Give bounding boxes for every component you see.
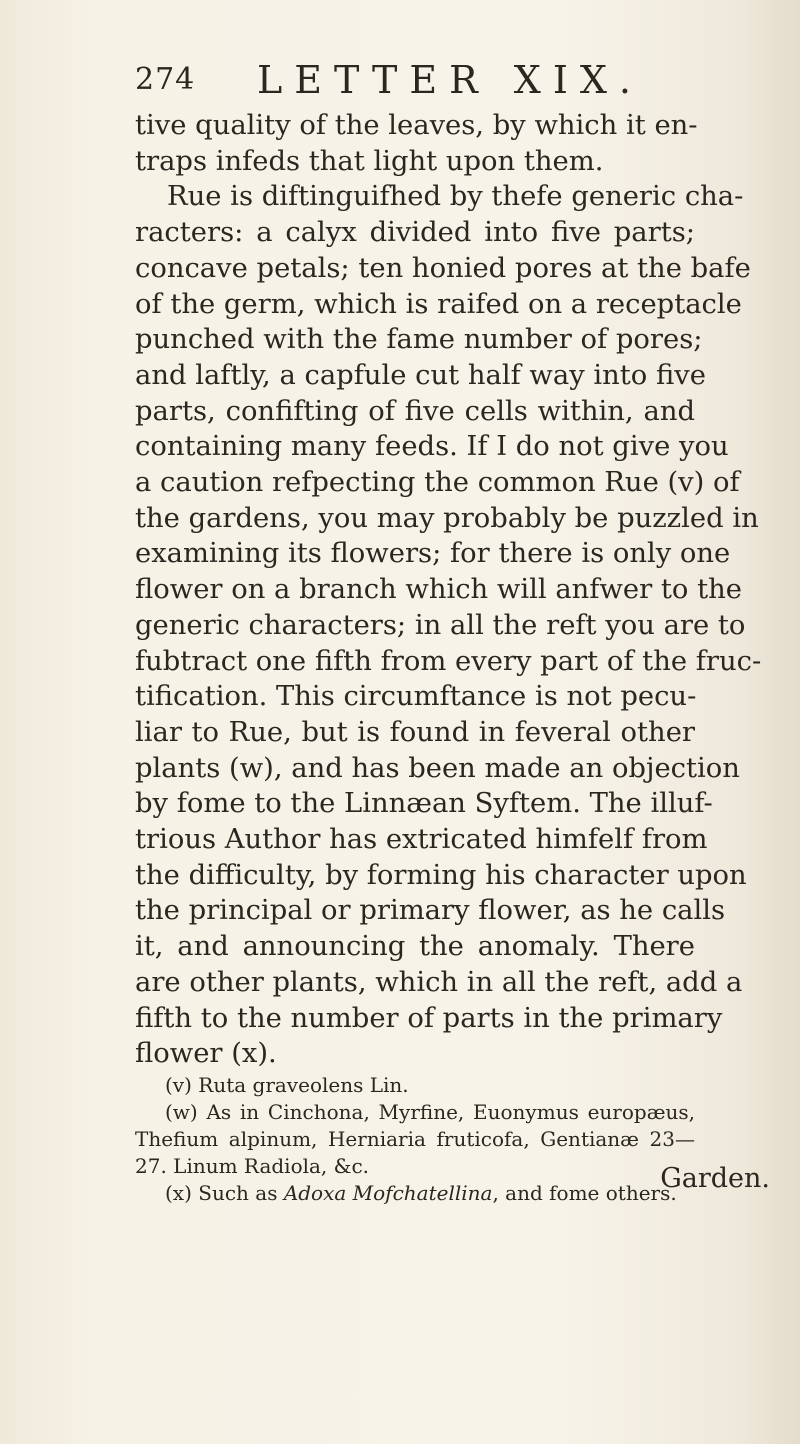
footnote-w-line: (w) As in Cinchona, Myrfine, Euonymus europæus,: [165, 1100, 695, 1124]
catchword: Garden.: [660, 1163, 770, 1194]
text-line: fifth to the number of parts in the primary: [135, 1002, 723, 1034]
page-header: [135, 58, 675, 102]
text-line: trious Author has extricated himfelf from: [135, 824, 708, 856]
text-line: by fome to the Linnæan Syftem. The illuf-: [135, 788, 713, 820]
text-line: tification. This circumftance is not pecu-: [135, 681, 697, 713]
footnote-w-line: 27. Linum Radiola, &c.: [135, 1154, 370, 1178]
footnote-x-suffix: , and fome others.: [492, 1181, 677, 1205]
text-line: examining its flowers; for there is only one: [135, 538, 731, 570]
text-line: liar to Rue, but is found in feveral other: [135, 716, 695, 748]
footnote-x: [135, 1180, 695, 1207]
body-text: [135, 108, 762, 1072]
running-head: LETTER XIX.: [257, 58, 643, 102]
text-line: it, and announcing the anomaly. There: [135, 931, 695, 963]
page-number: 274: [135, 62, 196, 97]
text-line: concave petals; ten honied pores at the bafe: [135, 252, 751, 284]
text-line: generic characters; in all the reft you are to: [135, 609, 746, 641]
text-line: are other plants, which in all the reft, add a: [135, 966, 743, 998]
footnote-x-italic: Adoxa Mofchatellina: [283, 1181, 493, 1205]
text-line: fubtract one fifth from every part of the fruc-: [135, 645, 762, 677]
text-line: traps infeds that light upon them.: [135, 145, 604, 177]
text-line: and laftly, a capfule cut half way into five: [135, 359, 706, 391]
footnotes: [135, 1072, 695, 1207]
text-line: the principal or primary flower, as he calls: [135, 895, 726, 927]
footnote-v: (v) Ruta graveolens Lin.: [165, 1073, 409, 1097]
text-line: the gardens, you may probably be puzzled in: [135, 502, 759, 534]
text-line: tive quality of the leaves, by which it en-: [135, 110, 698, 141]
text-line: Rue is diftinguifhed by thefe generic cha-: [167, 181, 744, 213]
text-line: flower (x).: [135, 1038, 277, 1070]
text-line: of the germ, which is raifed on a receptacle: [135, 288, 742, 320]
text-line: flower on a branch which will anfwer to the: [135, 574, 742, 606]
footnote-x-prefix: (x) Such as: [165, 1181, 284, 1205]
text-line: parts, confifting of five cells within, and: [135, 395, 695, 427]
footnote-w-line: Thefium alpinum, Herniaria fruticofa, Gentianæ 23—: [135, 1127, 695, 1151]
text-line: punched with the fame number of pores;: [135, 324, 703, 356]
text-line: plants (w), and has been made an objection: [135, 752, 740, 784]
text-line: the difficulty, by forming his character upon: [135, 859, 747, 891]
text-line: a caution refpecting the common Rue (v) of: [135, 467, 740, 499]
text-line: containing many feeds. If I do not give you: [135, 431, 729, 463]
text-line: racters: a calyx divided into five parts;: [135, 217, 695, 249]
